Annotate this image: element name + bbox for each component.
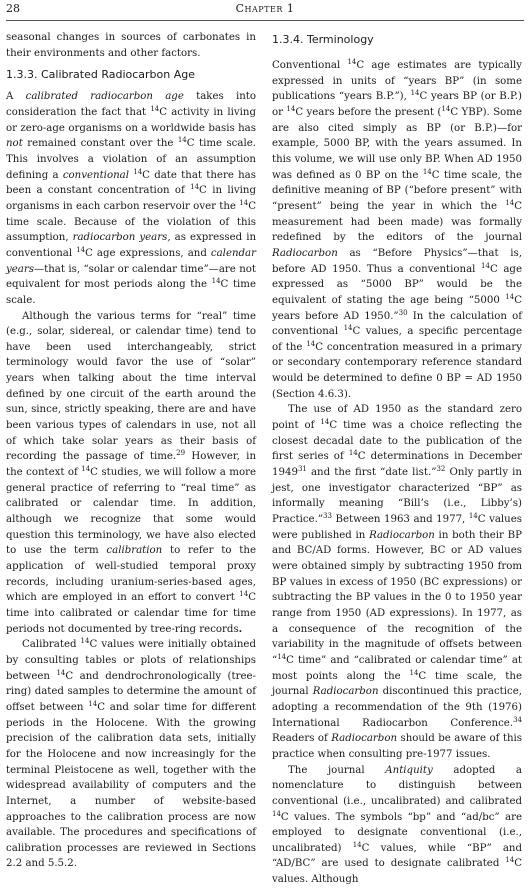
page-header xyxy=(6,0,524,21)
paragraph-terminology-2: The use of AD 1950 as the standard zero point of $^{14}$C time was a choice reflecting the closest decadal date to the publication of the first series of $^{14}$C determinations in December 1949$^{31}$ and the first “date list.”$^{32}$ Only partly in jest, one investigator characterized “BP” as informally meaning “Bill’s (i.e., Libby’s) Practice.”$^{33}$ Between 1963 and 1977, $^{14}$C values were published in Radiocarbon in both their BP and BC/AD forms. However, BC or AD values were obtained simply by subtracting 1950 from BP values in excess of 1950 (BC expressions) or subtracting the BP values in the 0 to 1950 year range from 1950 (AD expressions). In 1977, as a consequence of the recognition of the variability in the magnitude of offsets between “$^{14}$C time” and “calibrated or calendar time” at most points along the $^{14}$C time scale, the journal Radiocarbon discontinued this practice, adopting a recommendation of the 9th (1976) International Radiocarbon Conference.$^{34}$ Readers of Radiocarbon should be aware of this practice when consulting pre-1977 issues. xyxy=(272,404,523,760)
paragraph-calibrated-3: Calibrated $^{14}$C values were initially obtained by consulting tables or plots of relationships between $^{14}$C and dendrochronologically (tree-ring) dated samples to determine the amount of offset between $^{14}$C and solar time for different periods in the Holocene. With the growing precision of the calibration data sets, initially for the Holocene and now increasingly for the terminal Pleistocene as well, together with the widespread availability of computers and the Internet, a number of website-based approaches to the calibration process are now available. The procedures and specifications of calibration processes are reviewed in Sections 2.2 and 5.5.2. xyxy=(6,637,256,870)
section-heading-calibrated-age: 1.3.3. Calibrated Radiocarbon Age xyxy=(6,68,195,82)
footnote-ref-33: 33 xyxy=(323,512,332,521)
page-number: 28 xyxy=(6,2,20,15)
left-column xyxy=(6,30,257,870)
paragraph-terminology-1: Conventional $^{14}$C age estimates are typically expressed in units of “years BP” (in some publications “years B.P.”), $^{14}$C years BP (or B.P.) or $^{14}$C years before the present ($^{14}$C YBP). Some are also cited simply as BP (or B.P.)—for example, 5000 BP, with the years assumed. In this volume, we will use only BP. When AD 1950 was defined as 0 BP on the $^{14}$C time scale, the definitive meaning of BP (“before present” with “present” being the year in which the $^{14}$C measurement had been made) was formally redefined by the editors of the journal Radiocarbon as “Before Physics”—that is, before AD 1950. Thus a conventional $^{14}$C age expressed as “5000 BP” would be the equivalent of stating the age being “5000 $^{14}$C years before AD 1950.”$^{30}$ In the calculation of conventional $^{14}$C values, a specific percentage of the $^{14}$C concentration measured in a primary or secondary contemporary reference standard would be determined to define 0 BP = AD 1950 (Section 4.6.3). xyxy=(272,58,523,400)
footnote-ref-29: 29 xyxy=(176,449,186,458)
right-column xyxy=(272,30,523,886)
section-heading-terminology: 1.3.4. Terminology xyxy=(272,33,374,46)
continued-paragraph: seasonal changes in sources of carbonates in their environments and other factors. xyxy=(6,32,256,59)
running-head-chapter: Chapter 1 xyxy=(235,2,295,15)
footnote-ref-30: 30 xyxy=(398,308,408,317)
paragraph-terminology-3: The journal Antiquity adopted a nomenclature to distinguish between conventional (i.e., uncalibrated) and calibrated $^{14}$C values. The symbols “bp” and “ad/bc” are employed to designate conventional (i.e., uncalibrated) $^{14}$C values, while “BP” and “AD/BC” are used to designate calibrated $^{14}$C values. Although xyxy=(272,764,522,886)
footnote-ref-31: 31 xyxy=(297,465,307,474)
paragraph-calibrated-2: Although the various terms for “real” time (e.g., solar, sidereal, or calendar time) tend to have been used interchangeably, strict terminology would favor the use of “solar” years when talking about the time interval defined by one circuit of the earth around the sun, since, strictly speaking, there are and have been various types of calendars in use, not all of which take solar years as their basis of recording the passage of time.$^{29}$ However, in the context of $^{14}$C studies, we will follow a more general practice of referring to “real time” as calibrated or calendar time. In addition, although we recognize that some would question this terminology, we have also elected to use the term calibration to refer to the application of well-studied temporal proxy records, including uranium-series-based ages, which are employed in an effort to convert $^{14}$C time into calibrated or calendar time for time periods not documented by tree-ring records. xyxy=(6,310,257,635)
paragraph-calibrated-1: A calibrated radiocarbon age takes into consideration the fact that $^{14}$C activity in living or zero-age organisms on a worldwide basis has not remained constant over the $^{14}$C time scale. This involves a violation of an assumption defining a conventional $^{14}$C date that there has been a constant concentration of $^{14}$C in living organisms in each carbon reservoir over the $^{14}$C time scale. Because of the violation of this assumption, radiocarbon years, as expressed in conventional $^{14}$C age expressions, and calendar years—that is, “solar or calendar time”—are not equivalent for most periods along the $^{14}$C time scale. xyxy=(6,91,257,306)
footnote-ref-32: 32 xyxy=(436,465,446,474)
footnote-ref-34: 34 xyxy=(513,715,522,724)
